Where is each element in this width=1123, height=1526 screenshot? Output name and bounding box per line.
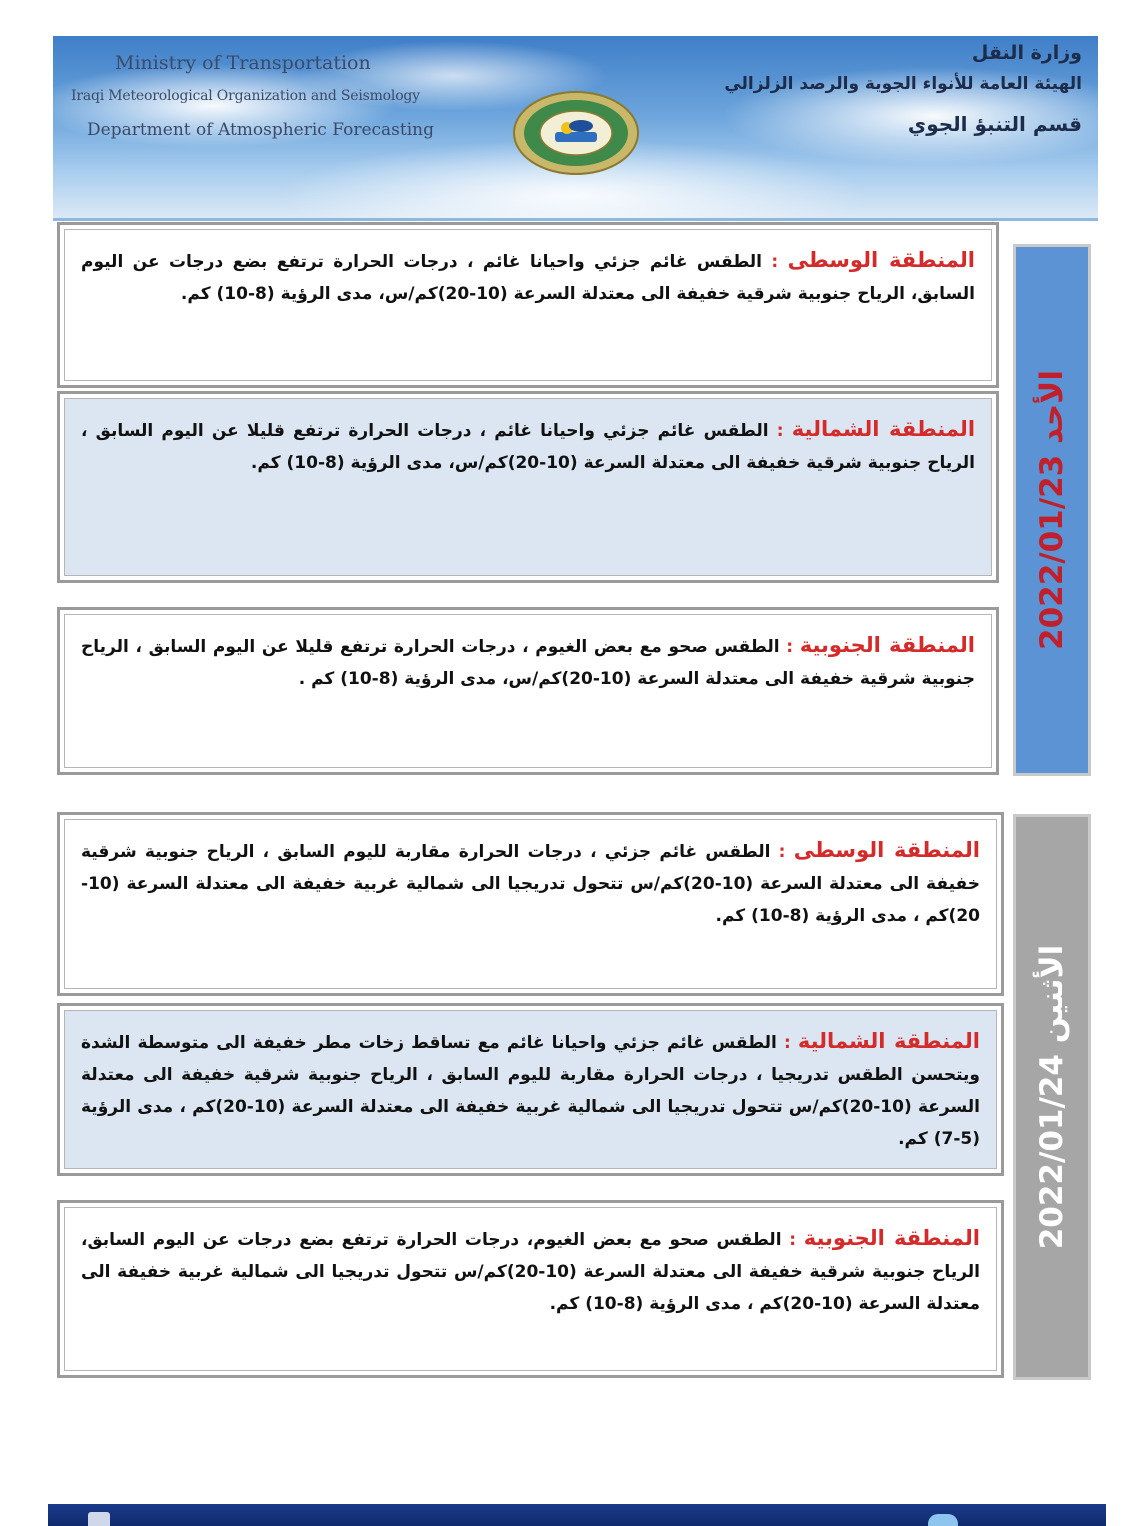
forecast-box-day1-north — [57, 391, 999, 583]
day-name: الأحد — [1034, 370, 1070, 444]
region-name: المنطقة الشمالية — [797, 1029, 980, 1053]
region-colon: : — [783, 1033, 791, 1053]
forecast-text: الطقس صحو مع بعض الغيوم، درجات الحرارة ترتفع بضع درجات عن اليوم السابق، الرياح جنوبية شرقية خفيفة الى معتدلة السرعة (10-20)كم/س تتحول تدريجيا الى شمالية غربية خفيفة الى معتدلة السرعة (10-20)كم ، مدى الرؤية (8-10) كم. — [81, 1230, 980, 1314]
forecast-text: الطقس غائم جزئي واحيانا غائم ، درجات الحرارة ترتفع قليلا عن اليوم السابق ، الرياح جنوبية شرقية خفيفة الى معتدلة السرعة (10-20)كم/س، مدى الرؤية (8-10) كم. — [81, 421, 975, 473]
region-colon: : — [789, 1230, 797, 1250]
organization-logo-icon — [511, 90, 641, 176]
day-label-sunday — [1013, 244, 1091, 776]
department-name-en: Department of Atmospheric Forecasting — [87, 120, 434, 140]
ministry-name-en: Ministry of Transportation — [115, 52, 371, 74]
region-colon: : — [786, 637, 794, 657]
region-name: المنطقة الوسطى — [787, 248, 975, 272]
forecast-box-day1-south — [57, 607, 999, 775]
forecast-text: الطقس غائم جزئي واحيانا غائم ، درجات الحرارة ترتفع بضع درجات عن اليوم السابق، الرياح جنوبية شرقية خفيفة الى معتدلة السرعة (10-20)كم/س، مدى الرؤية (8-10) كم. — [81, 252, 975, 304]
header-banner — [53, 36, 1098, 221]
department-name-ar: قسم التنبؤ الجوي — [907, 112, 1082, 136]
forecast-box-day2-central — [57, 812, 1004, 996]
forecast-text: الطقس غائم جزئي ، درجات الحرارة مقاربة لليوم السابق ، الرياح جنوبية شرقية خفيفة الى معتدلة السرعة (10-20)كم/س تتحول تدريجيا الى شمالية غربية خفيفة الى معتدلة السرعة (10-20)كم ، مدى الرؤية (8-10) كم. — [81, 842, 980, 926]
region-colon: : — [776, 421, 784, 441]
day-date: 2022/01/24 — [1034, 1054, 1070, 1250]
web-icon — [928, 1514, 958, 1526]
region-colon: : — [778, 842, 786, 862]
forecast-box-day2-north — [57, 1003, 1004, 1176]
region-name: المنطقة الجنوبية — [803, 1226, 980, 1250]
phone-icon — [88, 1512, 110, 1526]
region-name: المنطقة الوسطى — [793, 838, 981, 862]
organization-name-en: Iraqi Meteorological Organization and Seismology — [71, 88, 420, 104]
forecast-box-day2-south — [57, 1200, 1004, 1378]
day-label-monday — [1013, 814, 1091, 1380]
forecast-text: الطقس صحو مع بعض الغيوم ، درجات الحرارة ترتفع قليلا عن اليوم السابق ، الرياح جنوبية شرقية خفيفة الى معتدلة السرعة (10-20)كم/س، مدى الرؤية (8-10) كم . — [81, 637, 975, 689]
region-name: المنطقة الجنوبية — [799, 633, 975, 657]
region-colon: : — [771, 252, 779, 272]
day-date: 2022/01/23 — [1034, 454, 1070, 650]
ministry-name-ar: وزارة النقل — [971, 42, 1082, 64]
organization-name-ar: الهيئة العامة للأنواء الجوية والرصد الزلزالي — [724, 74, 1082, 94]
forecast-box-day1-central — [57, 222, 999, 388]
region-name: المنطقة الشمالية — [791, 417, 976, 441]
forecast-text: الطقس غائم جزئي واحيانا غائم مع تساقط زخات مطر خفيفة الى متوسطة الشدة ويتحسن الطقس تدريجيا ، درجات الحرارة مقاربة لليوم السابق ، الرياح جنوبية شرقية خفيفة الى معتدلة السرعة (10-20)كم/س تتحول تدريجيا الى شمالية غربية خفيفة الى معتدلة السرعة (10-20)كم ، مدى الرؤية (5-7) كم. — [81, 1033, 980, 1149]
day-name: الأثنين — [1034, 944, 1070, 1044]
footer-bar — [48, 1504, 1106, 1526]
